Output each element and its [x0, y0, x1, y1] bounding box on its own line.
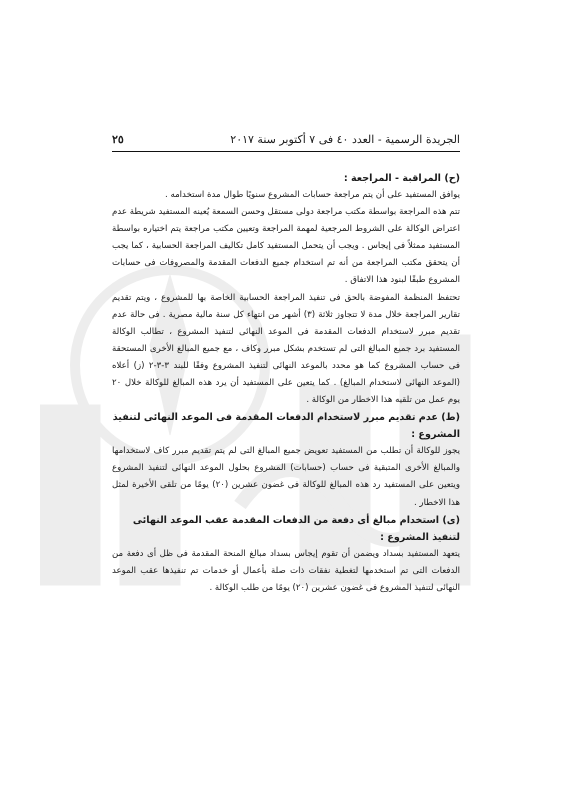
page-header	[112, 132, 460, 152]
section-heading: (ح) المراقبة - المراجعة :	[343, 173, 460, 184]
section-monitoring	[112, 170, 460, 409]
paragraph: يجوز للوكالة أن تطلب من المستفيد تعويض جميع المبالغ التى لم يتم تقديم مبرر كاف لاستخدامها والمبالغ الأخرى المتبقية فى حساب (حسابات) المشروع بحلول الموعد النهائى لتنفيذ المشروع ويتعين على المستفيد رد هذه المبالغ للوكالة فى غضون عشرين (٢٠) يومًا من تلقى الأخيرة لمثل هذا الاخطار .	[112, 446, 460, 508]
document-page	[112, 132, 460, 597]
section-no-justification	[112, 409, 460, 511]
section-after-deadline	[112, 512, 460, 597]
paragraph: يوافق المستفيد على أن يتم مراجعة حسابات المشروع سنويًا طوال مدة استخدامه .	[165, 190, 460, 200]
paragraph: تتم هذه المراجعة بواسطة مكتب مراجعة دولى مستقل وحسن السمعة يُعينه المستفيد شريطة عدم اعتراض الوكالة على الشروط المرجعية لمهمة المراجعة وتعيين مكتب مراجعة يتم اختياره بواسطة المستفيد ممثلاً فى إيجاس . ويجب أن يتحمل المستفيد كامل تكاليف المراجعة الحسابية ، كما يجب أن يتحقق مكتب المراجعة من أنه تم استخدام جميع الدفعات المقدمة والمصروفات فى حسابات المشروع طبقًا لبنود هذا الاتفاق .	[112, 207, 460, 286]
section-heading: (ى) استخدام مبالغ أى دفعة من الدفعات المقدمة عقب الموعد النهائى لتنفيذ المشروع :	[132, 514, 460, 543]
running-title: الجريدة الرسمية - العدد ٤٠ فى ٧ أكتوبر سنة ٢٠١٧	[230, 133, 460, 146]
paragraph: تحتفظ المنظمة المفوضة بالحق فى تنفيذ المراجعة الحسابية الخاصة بها للمشروع ، ويتم تقديم تقارير المراجعة خلال مدة لا تتجاوز ثلاثة (٣) أشهر من انتهاء كل سنة مالية مصرية . فى حالة عدم تقديم مبرر لاستخدام الدفعات المقدمة فى الموعد النهائى لتنفيذ المشروع ، تطالب الوكالة المستفيد برد جميع المبالغ التى لم تستخدم بشكل مبرر وكاف ، مع جميع المبالغ الأخرى المستحقة فى حساب المشروع كما هو محدد بالموعد النهائى لتنفيذ المشروع وفقًا للبند ٣-٣-٢ (ز) أعلاه (الموعد النهائى لاستخدام المبالغ) . كما يتعين على المستفيد أن يرد هذه المبالغ للوكالة خلال ٢٠ يوم عمل من تلقيه هذا الاخطار من الوكالة .	[112, 292, 460, 406]
paragraph: يتعهد المستفيد بسداد ويضمن أن تقوم إيجاس بسداد مبالغ المنحة المقدمة فى ظل أى دفعة من الدفعات التى تم استخدمها لتغطية نفقات ذات صلة بأعمال أو خدمات تم تنفيذها عقب الموعد النهائى لتنفيذ المشروع فى غضون عشرين (٢٠) يومًا من طلب الوكالة .	[112, 548, 460, 593]
page-number: ٢٥	[112, 133, 124, 146]
section-heading: (ط) عدم تقديم مبرر لاستخدام الدفعات المقدمة فى الموعد النهائى لتنفيذ المشروع :	[112, 412, 460, 441]
